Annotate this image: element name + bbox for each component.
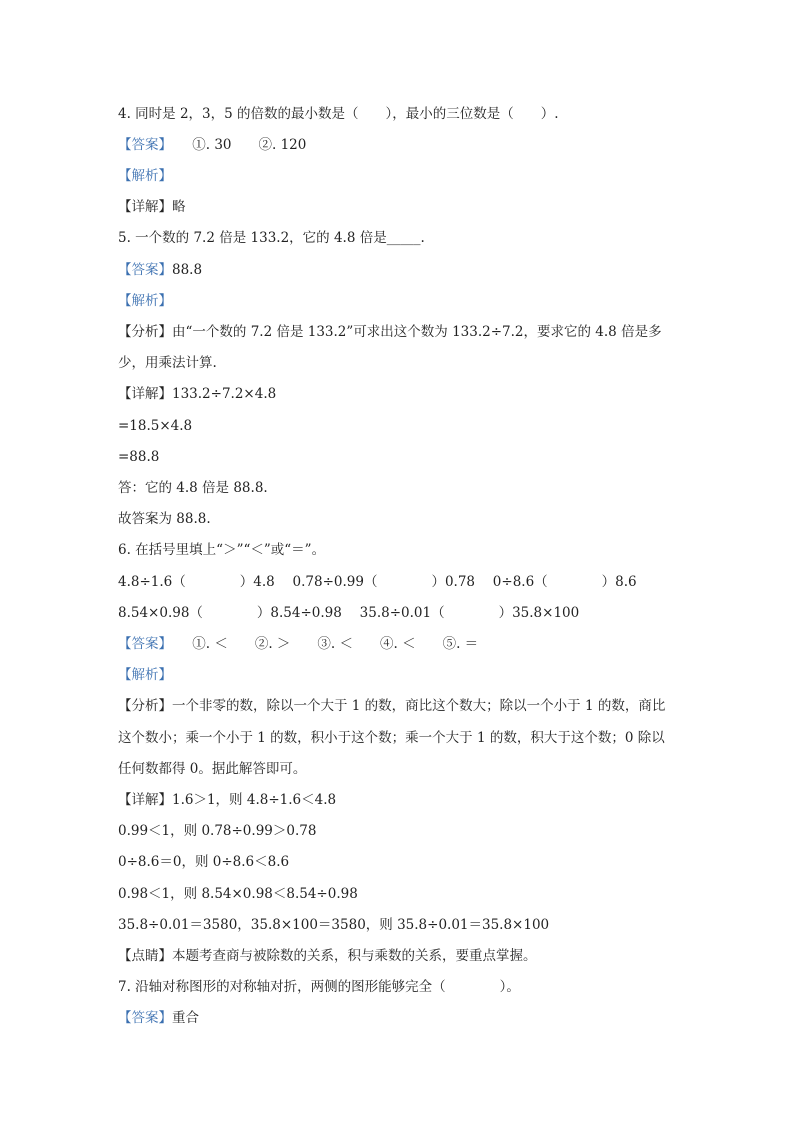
q5-detail3: =88.8 (118, 449, 160, 465)
q5-answer (118, 261, 202, 279)
q6-detail5: 35.8÷0.01＝3580，35.8×100＝3580，则 35.8÷0.01＝35.8×100 (118, 917, 550, 933)
q5-question: 5. 一个数的 7.2 倍是 133.2，它的 4.8 倍是_____. (118, 230, 425, 246)
answer-text: 重合 (172, 1010, 199, 1026)
q5-fenxi-line2: 少，用乘法计算. (118, 355, 217, 371)
q4-analysis-tag: 【解析】 (118, 168, 172, 184)
q5-detail4: 答：它的 4.8 倍是 88.8. (118, 480, 268, 496)
q5-detail1: 【详解】133.2÷7.2×4.8 (118, 386, 277, 402)
q6-answer (118, 635, 478, 653)
q7-answer (118, 1009, 199, 1027)
q6-question: 6. 在括号里填上“＞”“＜”或“＝”。 (118, 542, 326, 558)
q4-answer (118, 136, 306, 154)
q4-detail: 【详解】略 (118, 199, 186, 215)
answer-tag: 【答案】 (118, 262, 172, 278)
q5-detail5: 故答案为 88.8. (118, 511, 211, 527)
answer-tag: 【答案】 (118, 636, 166, 652)
answer-text: 88.8 (172, 262, 203, 278)
q6-analysis-tag: 【解析】 (118, 667, 172, 683)
q6-fenxi-line1: 【分析】一个非零的数，除以一个大于 1 的数，商比这个数大；除以一个小于 1 的数，商比 (118, 698, 666, 714)
q6-detail2: 0.99＜1，则 0.78÷0.99＞0.78 (118, 823, 317, 839)
q6-fenxi-line3: 任何数都得 0。据此解答即可。 (118, 761, 307, 777)
q6-row1: 4.8÷1.6（ ）4.8 0.78÷0.99（ ）0.78 0÷8.6（ ）8.6 (118, 574, 637, 590)
q7-question: 7. 沿轴对称图形的对称轴对折，两侧的图形能够完全（ ）。 (118, 979, 520, 995)
q6-detail3: 0÷8.6＝0，则 0÷8.6＜8.6 (118, 854, 290, 870)
q6-row2: 8.54×0.98（ ）8.54÷0.98 35.8÷0.01（ ）35.8×100 (118, 605, 580, 621)
q6-fenxi-line2: 这个数小；乘一个小于 1 的数，积小于这个数；乘一个大于 1 的数，积大于这个数；0 除以 (118, 730, 665, 746)
answer-tag: 【答案】 (118, 1010, 172, 1026)
q5-fenxi-line1: 【分析】由“一个数的 7.2 倍是 133.2”可求出这个数为 133.2÷7.2，要求它的 4.8 倍是多 (118, 324, 662, 340)
q5-analysis-tag: 【解析】 (118, 293, 172, 309)
q6-detail1: 【详解】1.6＞1，则 4.8÷1.6＜4.8 (118, 792, 337, 808)
answer-text: ①. 30 ②. 120 (165, 137, 307, 153)
q4-question: 4. 同时是 2，3，5 的倍数的最小数是（ ），最小的三位数是（ ）. (118, 106, 559, 122)
q6-comment: 【点睛】本题考查商与被除数的关系，积与乘数的关系，要重点掌握。 (118, 948, 537, 964)
answer-tag: 【答案】 (118, 137, 166, 153)
q6-detail4: 0.98＜1，则 8.54×0.98＜8.54÷0.98 (118, 886, 358, 902)
answer-text: ①. ＜ ②. ＞ ③. ＜ ④. ＜ ⑤. ＝ (165, 636, 479, 652)
q5-detail2: =18.5×4.8 (118, 418, 193, 434)
